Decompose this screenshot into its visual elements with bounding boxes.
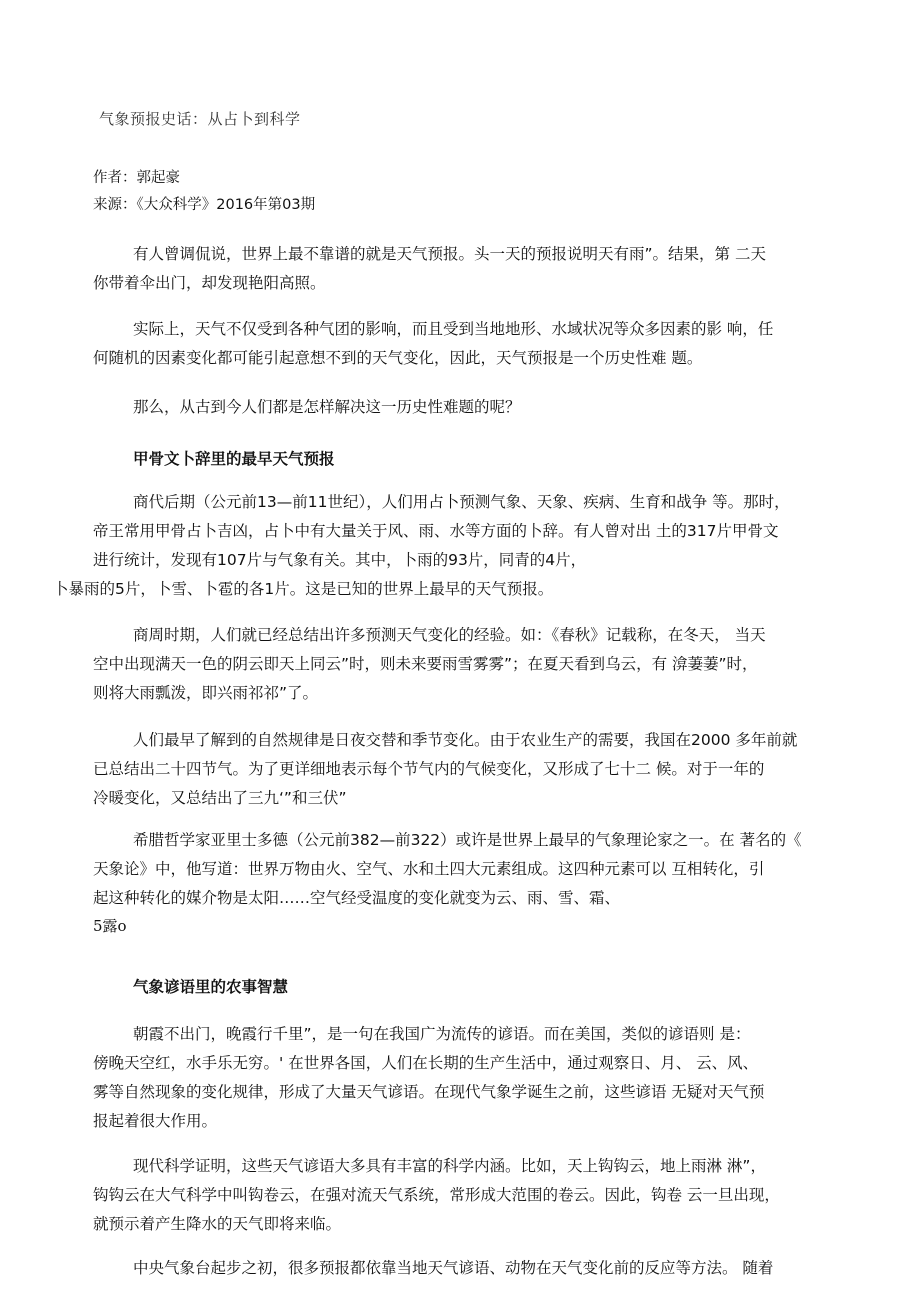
paragraph-aristotle [93, 826, 825, 913]
paragraph-line: 冷暖变化，又总结出了三九‘”和三伏” [93, 789, 347, 807]
paragraph-line: 商代后期（公元前13—前11世纪），人们用占卜预测气象、天象、疾病、生育和战争 等。那时， [133, 493, 790, 511]
paragraph-line: 钩钩云在大气科学中叫钩卷云，在强对流天气系统，常形成大范围的卷云。因此，钩卷 云一旦出现， [93, 1186, 780, 1204]
paragraph-line: 实际上，天气不仅受到各种气团的影响，而且受到当地地形、水域状况等众多因素的影 响，任 [133, 320, 774, 338]
paragraph-line: 商周时期，人们就已经总结出许多预测天气变化的经验。如：《春秋》记载称，在冬天， 当天 [133, 626, 766, 644]
paragraph-line: 人们最早了解到的自然规律是日夜交替和季节变化。由于农业生产的需要，我国在2000 多年前就 [133, 731, 798, 749]
paragraph-line: 报起着很大作用。 [93, 1112, 218, 1130]
paragraph-central-observatory [93, 1254, 825, 1283]
paragraph-line: 起这种转化的媒介物是太阳……空气经受温度的变化就变为云、雨、雪、霜、 [93, 889, 621, 907]
paragraph-line: 希腊哲学家亚里士多德（公元前382—前322）或许是世界上最早的气象理论家之一。在 著名的《 [133, 831, 802, 849]
paragraph-line: 现代科学证明，这些天气谚语大多具有丰富的科学内涵。比如，天上钩钩云，地上雨淋 淋”， [133, 1157, 766, 1175]
paragraph-shang-zhou [93, 621, 825, 708]
paragraph-intro-1 [93, 240, 825, 298]
paragraph-intro-2 [93, 315, 825, 373]
paragraph-line: 傍晚天空红，水手乐无穷。' 在世界各国，人们在长期的生产生活中，通过观察日、月、 云、风、 [93, 1054, 759, 1072]
paragraph-line: 空中出现满天一色的阴云即天上同云”时，则未来要雨雪雾雾”；在夏天看到乌云，有 渰萋萋”时， [93, 655, 758, 673]
section-heading-proverbs: 气象谚语里的农事智慧 [133, 978, 289, 996]
paragraph-line: 雾等自然现象的变化规律，形成了大量天气谚语。在现代气象学诞生之前，这些谚语 无疑对天气预 [93, 1083, 765, 1101]
paragraph-line: 帝王常用甲骨占卜吉凶，占卜中有大量关于风、雨、水等方面的卜辞。有人曾对出 土的317片甲骨文 [93, 522, 779, 540]
paragraph-line: 就预示着产生降水的天气即将来临。 [93, 1215, 342, 1233]
paragraph-line: 则将大雨瓢泼，即兴雨祁祁”了。 [93, 684, 319, 702]
paragraph-line: 天象论》中，他写道：世界万物由火、空气、水和土四大元素组成。这四种元素可以 互相转化，引 [93, 860, 765, 878]
footnote-text: 5露o [93, 917, 127, 935]
paragraph-morning-glow [93, 1020, 825, 1136]
paragraph-intro-3 [93, 393, 825, 422]
paragraph-line: 进行统计，发现有107片与气象有关。其中，卜雨的93片，同青的4片， [93, 551, 587, 569]
paragraph-line: 何随机的因素变化都可能引起意想不到的天气变化，因此，天气预报是一个历史性难 题。 [93, 349, 703, 367]
article-title: 气象预报史话：从占卜到科学 [99, 110, 301, 128]
paragraph-line: 朝霞不出门，晚霞行千里”，是一句在我国广为流传的谚语。而在美国，类似的谚语则 是： [133, 1025, 751, 1043]
paragraph-line: 卜暴雨的5片，卜雪、卜雹的各1片。这是已知的世界上最早的天气预报。 [53, 580, 554, 598]
paragraph-line: 你带着伞出门，却发现艳阳高照。 [93, 274, 326, 292]
section-heading-oracle-bones: 甲骨文卜辞里的最早天气预报 [133, 450, 335, 468]
article-source: 来源：《大众科学》2016年第03期 [93, 197, 316, 213]
article-author: 作者：郭起豪 [93, 170, 180, 186]
paragraph-line: 有人曾调侃说，世界上最不靠谱的就是天气预报。头一天的预报说明天有雨”。结果，第 二天 [133, 245, 766, 263]
paragraph-hook-clouds [93, 1152, 825, 1239]
paragraph-line: 那么，从古到今人们都是怎样解决这一历史性难题的呢？ [133, 398, 521, 416]
paragraph-line: 已总结出二十四节气。为了更详细地表示每个节气内的气候变化，又形成了七十二 候。对于一年的 [93, 760, 765, 778]
paragraph-shang-divination [53, 488, 825, 604]
paragraph-solar-terms [93, 726, 825, 813]
paragraph-line: 中央气象台起步之初，很多预报都依靠当地天气谚语、动物在天气变化前的反应等方法。 随着 [133, 1259, 774, 1277]
